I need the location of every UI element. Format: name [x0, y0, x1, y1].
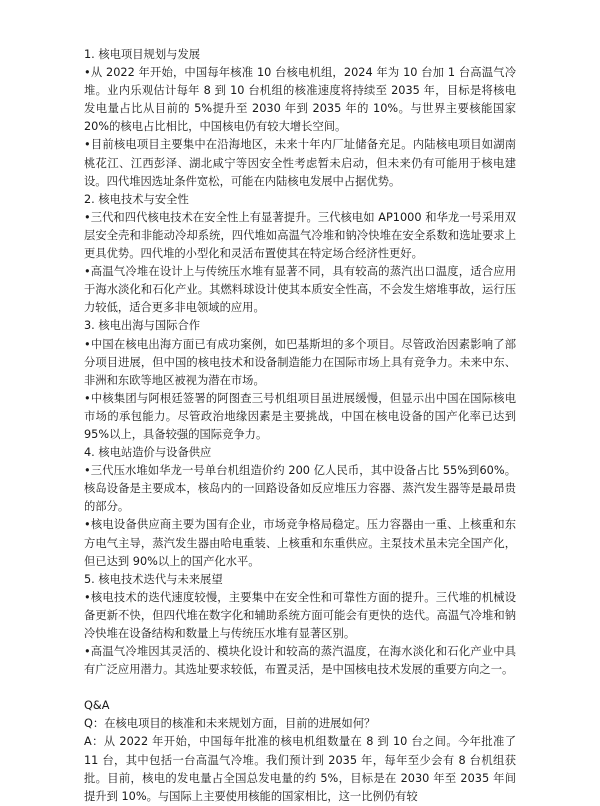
section-heading: 4. 核电站造价与设备供应 — [84, 446, 212, 460]
section-heading: 3. 核电出海与国际合作 — [84, 319, 201, 333]
bullet-paragraph: •高温气冷堆在设计上与传统压水堆有显著不同，具有较高的蒸汽出口温度，适合应用于海水淡化和石化产业。其燃料球设计使其本质安全性高，不会发生熔堆事故，运行压力较低，适合更多非电领域的应用。 — [84, 265, 516, 315]
bullet-paragraph: •中国在核电出海方面已有成功案例，如巴基斯坦的多个项目。尽管政治因素影响了部分项目进展，但中国的核电技术和设备制造能力在国际市场上具有竞争力。未来中东、非洲和东欧等地区被视为潜在市场。 — [84, 337, 516, 387]
qa-heading: Q&A — [84, 699, 110, 713]
section-heading: 2. 核电技术与安全性 — [84, 192, 189, 206]
section-5 — [84, 571, 516, 680]
section-1 — [84, 46, 516, 191]
bullet-paragraph: •核电技术的迭代速度较慢，主要集中在安全性和可靠性方面的提升。三代堆的机械设备更新不快，但四代堆在数字化和辅助系统方面可能会有更快的迭代。高温气冷堆和钠冷快堆在设备结构和数量上与传统压水堆有显著区别。 — [84, 590, 516, 640]
section-4 — [84, 444, 516, 571]
bullet-paragraph: •三代压水堆如华龙一号单台机组造价约 200 亿人民币，其中设备占比 55%到60%。核岛设备是主要成本，核岛内的一回路设备如反应堆压力容器、蒸汽发生器等是最昂贵的部分。 — [84, 464, 516, 514]
qa-question: Q：在核电项目的核准和未来规划方面，目前的进展如何？ — [84, 717, 376, 731]
section-2 — [84, 191, 516, 318]
section-heading: 1. 核电项目规划与发展 — [84, 48, 201, 61]
bullet-paragraph: •目前核电项目主要集中在沿海地区，未来十年内厂址储备充足。内陆核电项目如湖南桃花江、江西彭泽、湖北咸宁等因安全性考虑暂未启动，但未来仍有可能用于核电建设。四代堆因选址条件宽松，可能在内陆核电发展中占据优势。 — [84, 138, 516, 188]
bullet-paragraph: •中核集团与阿根廷签署的阿图查三号机组项目虽进展缓慢，但显示出中国在国际核电市场的承包能力。尽管政治地缘因素是主要挑战，中国在核电设备的国产化率已达到 95%以上，具备较强的国际竞争力。 — [84, 391, 516, 441]
bullet-paragraph: •从 2022 年开始，中国每年核准 10 台核电机组，2024 年为 10 台加 1 台高温气冷堆。业内乐观估计每年 8 到 10 台机组的核准速度将持续至 2035 年，目标是将核电发电量占比从目前的 5%提升至 2030 年到 2035 年的 10%。与世界主要核能国家 20%的核电占比相比，中国核电仍有较大增长空间。 — [84, 66, 516, 134]
section-3 — [84, 317, 516, 444]
section-spacer — [84, 679, 516, 697]
section-heading: 5. 核电技术迭代与未来展望 — [84, 572, 223, 586]
bullet-paragraph: •高温气冷堆因其灵活的、模块化设计和较高的蒸汽温度，在海水淡化和石化产业中具有广泛应用潜力。其选址要求较低，布置灵活，是中国核电技术发展的重要方向之一。 — [84, 645, 516, 677]
bullet-paragraph: •三代和四代核电技术在安全性上有显著提升。三代核电如 AP1000 和华龙一号采用双层安全壳和非能动冷却系统，四代堆如高温气冷堆和钠冷快堆在安全系数和选址要求上更具优势。四代堆的小型化和灵活布置使其在特定场合经济性更好。 — [84, 210, 516, 261]
qa-section — [84, 697, 516, 806]
bullet-paragraph: •核电设备供应商主要为国有企业，市场竞争格局稳定。压力容器由一重、上核重和东方电气主导，蒸汽发生器由哈电重装、上核重和东重供应。主泵技术虽未完全国产化，但已达到 90%以上的国产化水平。 — [84, 518, 516, 568]
qa-answer: A：从 2022 年开始，中国每年批准的核电机组数量在 8 到 10 台之间。今年批准了 11 台，其中包括一台高温气冷堆。我们预计到 2035 年，每年至少会有 8 台机组获批。目前，核电的发电量占全国总发电量的约 5%，目标是在 2030 年至 2035 年间提升到 10%。与国际上主要使用核能的国家相比，这一比例仍有较 — [84, 735, 516, 803]
